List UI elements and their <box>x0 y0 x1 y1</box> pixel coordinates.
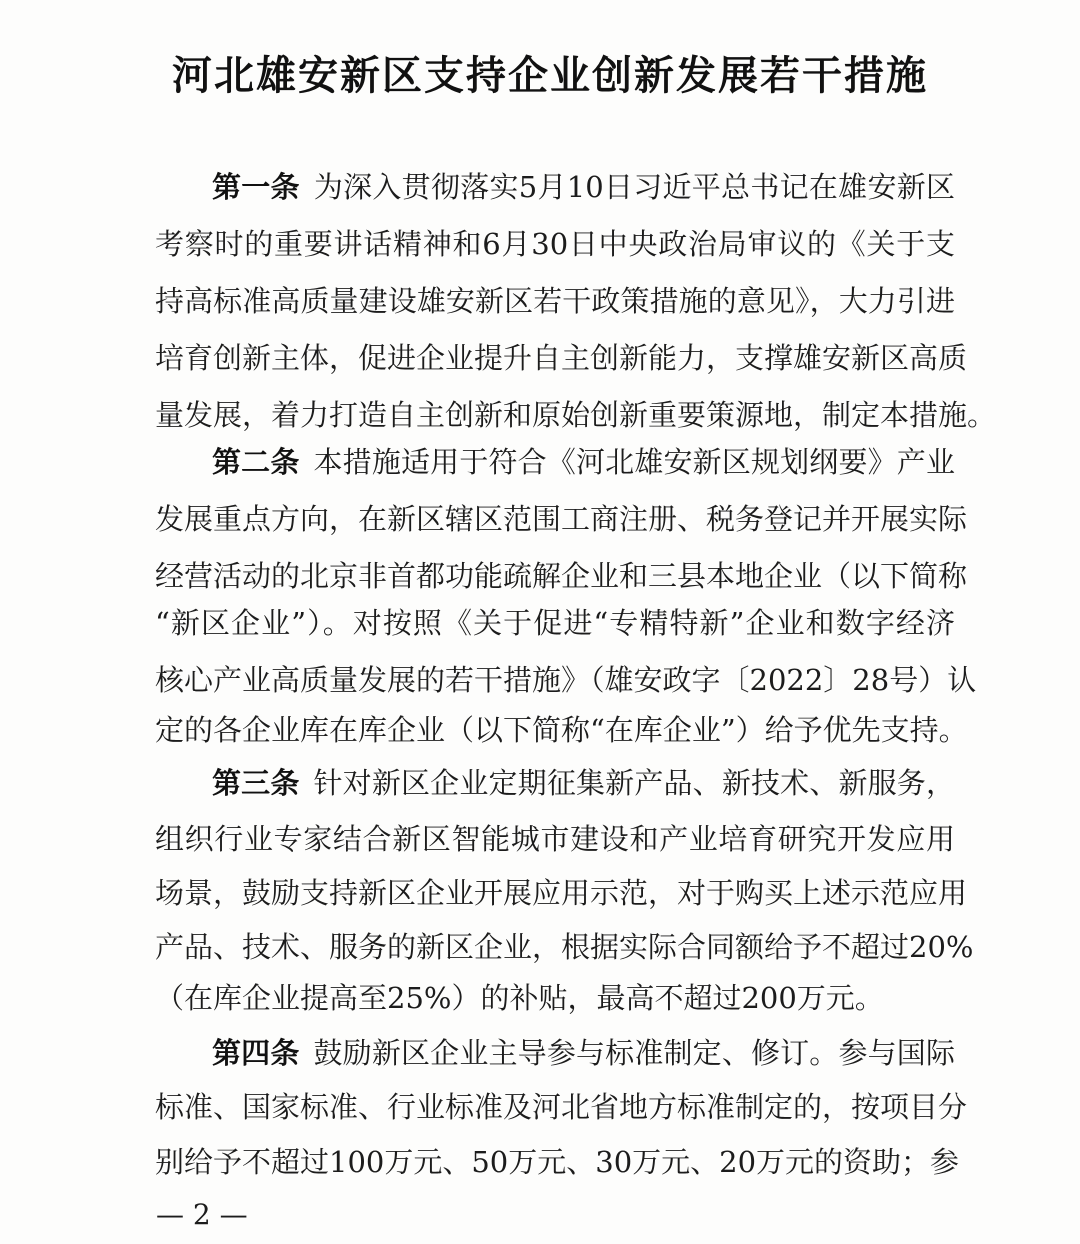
article-3-line-3: 场景，鼓励支持新区企业开展应用示范，对于购买上述示范应用 <box>155 876 968 910</box>
article-2-line-2: 发展重点方向，在新区辖区范围工商注册、税务登记并开展实际 <box>155 502 968 536</box>
article-1-line-1-text: 为深入贯彻落实5月10日习近平总书记在雄安新区 <box>313 170 955 204</box>
article-4-line-2: 标准、国家标准、行业标准及河北省地方标准制定的，按项目分 <box>155 1090 968 1124</box>
article-4-line-3: 别给予不超过100万元、50万元、30万元、20万元的资助；参 <box>155 1145 960 1179</box>
article-1-line-3: 持高标准高质量建设雄安新区若干政策措施的意见》，大力引进 <box>155 284 955 318</box>
article-4-label: 第四条 <box>212 1036 300 1070</box>
article-2-label: 第二条 <box>212 445 300 479</box>
article-3-line-1 <box>212 752 955 814</box>
article-4-line-1 <box>212 1022 955 1084</box>
article-3-line-5: （在库企业提高至25%）的补贴，最高不超过200万元。 <box>155 981 884 1015</box>
article-2-line-3: 经营活动的北京非首都功能疏解企业和三县本地企业（以下简称 <box>155 559 968 593</box>
document-title: 河北雄安新区支持企业创新发展若干措施 <box>172 53 928 99</box>
article-4-line-1-text: 鼓励新区企业主导参与标准制定、修订。参与国际 <box>313 1036 955 1070</box>
article-3-line-2: 组织行业专家结合新区智能城市建设和产业培育研究开发应用 <box>155 822 955 856</box>
article-1-line-4: 培育创新主体，促进企业提升自主创新能力，支撑雄安新区高质 <box>155 341 968 375</box>
article-1-line-2: 考察时的重要讲话精神和6月30日中央政治局审议的《关于支 <box>155 227 955 261</box>
article-2-line-6: 定的各企业库在库企业（以下简称“在库企业”）给予优先支持。 <box>155 713 968 747</box>
article-2-line-1 <box>212 431 955 493</box>
article-2-line-5: 核心产业高质量发展的若干措施》（雄安政字〔2022〕28号）认 <box>155 663 977 697</box>
article-3-line-4: 产品、技术、服务的新区企业，根据实际合同额给予不超过20% <box>155 930 974 964</box>
article-2-line-1-text: 本措施适用于符合《河北雄安新区规划纲要》产业 <box>313 445 955 479</box>
article-2-line-4: “新区企业”）。对按照《关于促进“专精特新”企业和数字经济 <box>155 606 955 640</box>
article-1-line-5: 量发展，着力打造自主创新和原始创新重要策源地，制定本措施。 <box>155 398 997 432</box>
article-1-label: 第一条 <box>212 170 300 204</box>
article-3-line-1-text: 针对新区企业定期征集新产品、新技术、新服务， <box>313 766 955 800</box>
article-1-line-1 <box>212 156 955 218</box>
article-3-label: 第三条 <box>212 766 300 800</box>
page-number: — 2 — <box>156 1198 248 1231</box>
